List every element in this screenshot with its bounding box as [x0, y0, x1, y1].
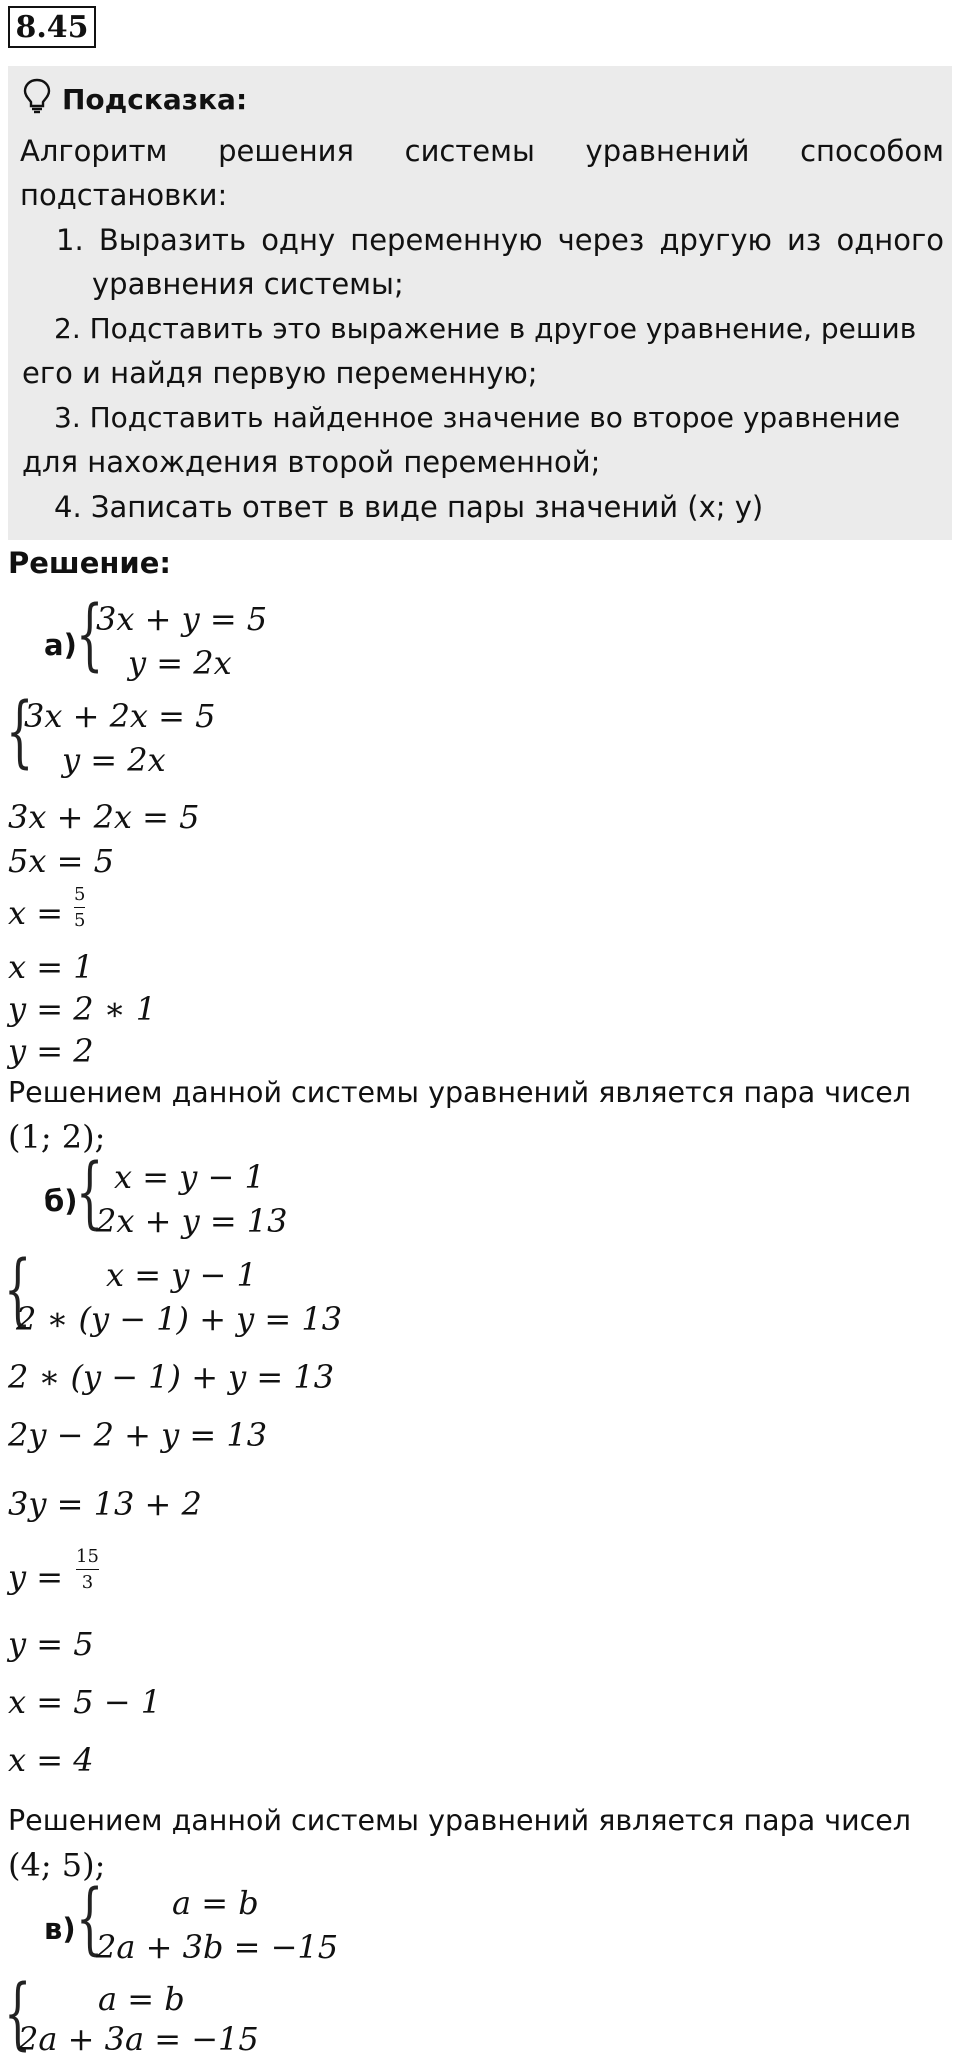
hint-intro-line2: подстановки:	[20, 178, 228, 212]
brace: {	[76, 1874, 104, 1964]
hint-step1-line1	[56, 223, 944, 257]
brace: {	[76, 1148, 104, 1238]
part-a-step: y = 2	[8, 1032, 94, 1070]
part-b-step: y = 5	[8, 1625, 94, 1663]
part-c-label: в)	[44, 1912, 76, 1946]
fraction-bar	[74, 907, 85, 908]
part-a-sys2-eq1: 3x + 2x = 5	[24, 697, 216, 735]
problem-number: 8.45	[8, 6, 96, 48]
part-a-step: 5x = 5	[8, 842, 114, 880]
part-a-answer-pair: (1; 2);	[8, 1118, 106, 1156]
part-b-sys1-eq2: 2x + y = 13	[96, 1202, 288, 1240]
part-a-answer-text: Решением данной системы уравнений является пара чисел	[8, 1076, 912, 1109]
part-c-sys2-eq2: 2a + 3a = −15	[18, 2020, 259, 2058]
brace: {	[76, 590, 104, 680]
solution-label: Решение:	[8, 546, 172, 580]
brace: {	[4, 1245, 32, 1335]
word: из	[787, 223, 822, 257]
denominator: 3	[81, 1572, 94, 1593]
part-a-label: а)	[44, 628, 77, 662]
part-a-step: x = 1	[8, 948, 94, 986]
part-b-step: 2y − 2 + y = 13	[8, 1416, 268, 1454]
word: уравнений	[585, 134, 750, 168]
part-c-sys1-eq2: 2a + 3b = −15	[96, 1928, 339, 1966]
fraction-bar	[76, 1569, 99, 1570]
word: Выразить	[98, 223, 247, 257]
part-a-step: y = 2 ∗ 1	[8, 990, 157, 1028]
word: способом	[800, 134, 944, 168]
part-a-frac-lhs: x =	[8, 894, 64, 932]
word: Алгоритм	[20, 134, 168, 168]
part-b-sys2-eq2: 2 ∗ (y − 1) + y = 13	[16, 1300, 343, 1338]
part-b-step: x = 5 − 1	[8, 1683, 162, 1721]
part-b-answer-text: Решением данной системы уравнений является пара чисел	[8, 1804, 912, 1837]
part-b-frac-lhs: y =	[8, 1558, 64, 1596]
fraction	[76, 1546, 99, 1593]
part-a-step: 3x + 2x = 5	[8, 798, 200, 836]
word: одного	[836, 223, 944, 257]
part-b-step: x = 4	[8, 1741, 94, 1779]
numerator: 5	[74, 884, 86, 905]
hint-step2-line1: 2. Подставить это выражение в другое уравнение, решив	[54, 312, 917, 345]
part-b-step: 3y = 13 + 2	[8, 1485, 202, 1523]
word: другую	[659, 223, 772, 257]
part-a-sys1-eq2: y = 2x	[128, 644, 232, 682]
part-b-step: 2 ∗ (y − 1) + y = 13	[8, 1358, 335, 1396]
word: системы	[404, 134, 535, 168]
word: 1.	[56, 223, 84, 257]
hint-title-text: Подсказка:	[62, 83, 248, 116]
word: переменную	[350, 223, 543, 257]
word: через	[557, 223, 645, 257]
hint-step3-line2: для нахождения второй переменной;	[22, 445, 601, 479]
part-a-sys1-eq1: 3x + y = 5	[96, 600, 268, 638]
part-b-answer-pair: (4; 5);	[8, 1846, 106, 1884]
fraction	[74, 884, 85, 931]
hint-intro-line1	[20, 134, 944, 168]
part-b-sys1-eq1: x = y − 1	[114, 1158, 265, 1196]
hint-step3-line1: 3. Подставить найденное значение во второе уравнение	[54, 401, 901, 434]
brace: {	[6, 687, 34, 777]
hint-step4: 4. Записать ответ в виде пары значений (x; y)	[54, 490, 764, 524]
hint-step1-line2: уравнения системы;	[92, 267, 404, 301]
brace: {	[4, 1969, 32, 2059]
word: одну	[261, 223, 336, 257]
part-c-sys1-eq1: a = b	[172, 1884, 259, 1922]
word: решения	[218, 134, 354, 168]
part-a-sys2-eq2: y = 2x	[62, 741, 166, 779]
denominator: 5	[74, 910, 86, 931]
numerator: 15	[76, 1546, 99, 1567]
lightbulb-icon	[22, 78, 52, 121]
part-b-sys2-eq1: x = y − 1	[106, 1256, 257, 1294]
hint-step2-line2: его и найдя первую переменную;	[22, 356, 538, 390]
hint-box	[8, 66, 952, 540]
hint-title	[22, 78, 247, 121]
part-b-label: б)	[44, 1184, 78, 1218]
part-c-sys2-eq1: a = b	[98, 1980, 185, 2018]
